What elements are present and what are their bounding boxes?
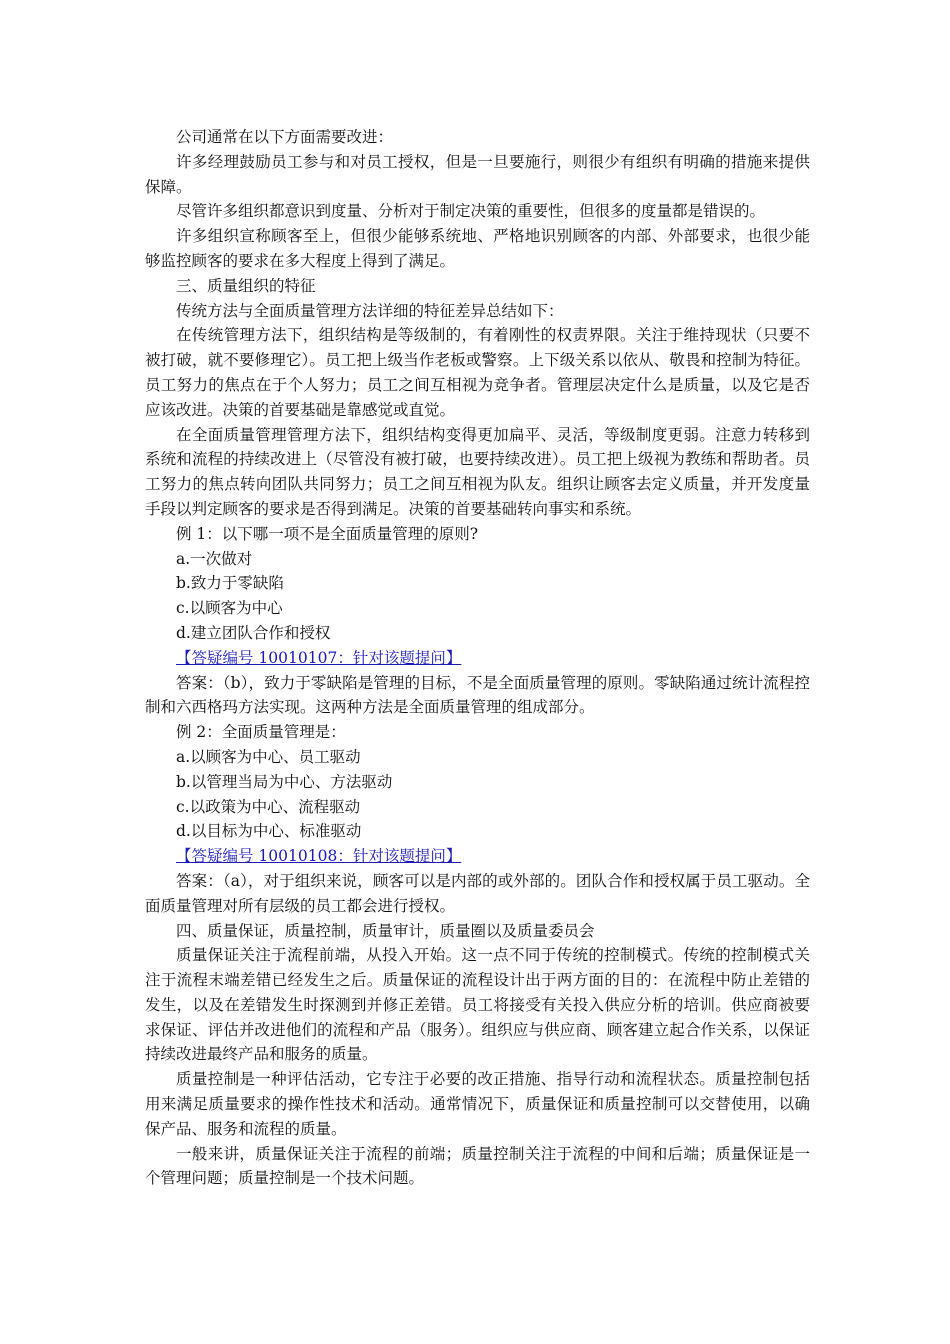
qa-link-row xyxy=(145,844,810,869)
option-item: b.以管理当局为中心、方法驱动 xyxy=(176,772,393,791)
paragraph: 一般来讲，质量保证关注于流程的前端；质量控制关注于流程的中间和后端；质量保证是一个管理问题；质量控制是一个技术问题。 xyxy=(145,1144,810,1188)
example-question: 例 2：全面质量管理是： xyxy=(176,723,346,742)
paragraph: 质量控制是一种评估活动，它专注于必要的改正措施、指导行动和流程状态。质量控制包括用来满足质量要求的操作性技术和活动。通常情况下，质量保证和质量控制可以交替使用，以确保产品、服务和流程的质量。 xyxy=(145,1070,810,1138)
section-heading: 三、质量组织的特征 xyxy=(176,276,316,295)
paragraph: 公司通常在以下方面需要改进： xyxy=(176,128,394,146)
option-item: d.建立团队合作和授权 xyxy=(176,623,331,642)
paragraph: 尽管许多组织都意识到度量、分析对于制定决策的重要性，但很多的度量都是错误的。 xyxy=(176,202,766,221)
qa-link[interactable]: 【答疑编号 10010108：针对该题提问】 xyxy=(176,847,462,866)
paragraph: 在全面质量管理管理方法下，组织结构变得更加扁平、灵活，等级制度更弱。注意力转移到系统和流程的持续改进上（尽管没有被打破，也要持续改进）。员工把上级视为教练和帮助者。员工努力的焦点转向团队共同努力；员工之间互相视为队友。组织让顾客去定义质量，并开发度量手段以判定顾客的要求是否得到满足。决策的首要基础转向事实和系统。 xyxy=(145,425,810,518)
option-item: c.以政策为中心、流程驱动 xyxy=(176,797,361,816)
qa-link[interactable]: 【答疑编号 10010107：针对该题提问】 xyxy=(176,648,462,667)
qa-link-row xyxy=(145,646,810,671)
paragraph: 许多组织宣称顾客至上，但很少能够系统地、严格地识别顾客的内部、外部要求，也很少能够监控顾客的要求在多大程度上得到了满足。 xyxy=(145,227,810,270)
option-item: d.以目标为中心、标准驱动 xyxy=(176,822,362,841)
option-item: b.致力于零缺陷 xyxy=(176,574,284,593)
answer-paragraph: 答案：（b），致力于零缺陷是管理的目标，不是全面质量管理的原则。零缺陷通过统计流程控制和六西格玛方法实现。这两种方法是全面质量管理的组成部分。 xyxy=(145,673,810,717)
section-heading: 四、质量保证，质量控制，质量审计，质量圈以及质量委员会 xyxy=(176,921,595,940)
option-item: a.一次做对 xyxy=(176,549,253,568)
paragraph: 许多经理鼓励员工参与和对员工授权，但是一旦要施行，则很少有组织有明确的措施来提供保障。 xyxy=(145,152,810,196)
answer-paragraph: 答案：（a），对于组织来说，顾客可以是内部的或外部的。团队合作和授权属于员工驱动。全面质量管理对所有层级的员工都会进行授权。 xyxy=(145,871,810,915)
option-item: c.以顾客为中心 xyxy=(176,599,283,618)
paragraph: 在传统管理方法下，组织结构是等级制的，有着刚性的权责界限。关注于维持现状（只要不被打破，就不要修理它）。员工把上级当作老板或警察。上下级关系以依从、敬畏和控制为特征。员工努力的焦点在于个人努力；员工之间互相视为竞争者。管理层决定什么是质量，以及它是否应该改进。决策的首要基础是靠感觉或直觉。 xyxy=(145,326,810,419)
document-body xyxy=(145,125,810,1191)
paragraph: 传统方法与全面质量管理方法详细的特征差异总结如下： xyxy=(176,301,564,320)
option-item: a.以顾客为中心、员工驱动 xyxy=(176,747,361,766)
example-question: 例 1：以下哪一项不是全面质量管理的原则? xyxy=(176,524,479,543)
paragraph: 质量保证关注于流程前端，从投入开始。这一点不同于传统的控制模式。传统的控制模式关注于流程末端差错已经发生之后。质量保证的流程设计出于两方面的目的：在流程中防止差错的发生，以及在差错发生时探测到并修正差错。员工将接受有关投入供应分析的培训。供应商被要求保证、评估并改进他们的流程和产品（服务）。组织应与供应商、顾客建立起合作关系，以保证持续改进最终产品和服务的质量。 xyxy=(145,946,810,1064)
